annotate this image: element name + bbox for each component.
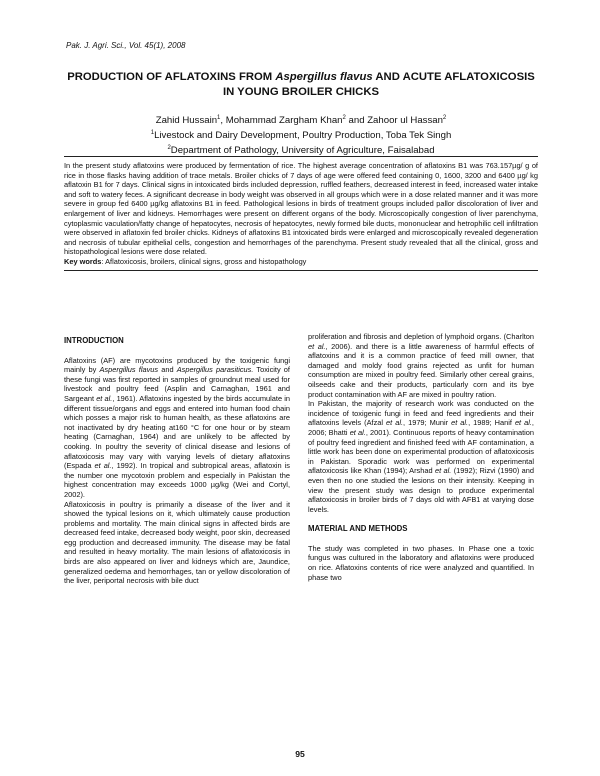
intro-etal-1: et al. xyxy=(96,393,113,403)
intro-p1-e: , 1992). In tropical and subtropical areas, aflatoxin is the number one mycotoxin problem and especially in Pakistan the highest concentration may exceeds 1000 µg/kg (Wei and Cortyl, 2002). xyxy=(64,461,290,499)
right-p2-a: In Pakistan, the majority of research work was conducted on the incidence of toxigenic fungi in feed and feed ingredients and their aflatoxins levels (Afzal xyxy=(308,399,534,428)
title-part-2: AND ACUTE AFLATOXICOSIS IN YOUNG BROILER CHICKS xyxy=(222,71,535,98)
right-p1-a: proliferation and fibrosis and depletion of lymphoid organs. (Charlton xyxy=(308,332,534,341)
keywords xyxy=(64,257,538,267)
intro-species-2: Aspergillus parasiticus. xyxy=(176,365,254,375)
right-p2-c: , 1989; Hanif xyxy=(468,418,515,428)
right-etal-4: et al. xyxy=(349,427,366,437)
affiliation-1-text: Livestock and Dairy Development, Poultry Production, Toba Tek Singh xyxy=(154,130,452,142)
intro-etal-2: et al. xyxy=(94,461,112,471)
right-p2-f: (1992); Rizvi (1990) and even then no one studied the lesions on their intensity. Keeping in view the present study was design to produce experimental aflatoxicosis in broiler birds of 7 days old with AFB1 at varying dose levels. xyxy=(308,466,534,514)
author-3: and Zahoor ul Hassan xyxy=(345,115,443,127)
author-1-sup: 1 xyxy=(217,115,221,121)
right-p1-b: , 2006). and there is a little awareness of harmful effects of aflatoxins and it is a common practice of feed mill owner, that damaged and moldy food grains rejected as unfit for human consumption are mixed in poultry feed. Similarly other cereal grains, oilseeds cake and their products, particularly corn and its bye product contamination with AF are mixed in poultry ration. xyxy=(308,341,534,399)
right-p2-b: , 1979; Munir xyxy=(403,418,452,428)
abstract-box xyxy=(64,156,538,271)
right-p2-e: , 2001). Continuous reports of heavy contamination of poultry feed ingredient and finished feed with AF contamination, a little work has been done on experimental production of aflatoxicosis in Pakistan. Sporadic work was performed on experimental aflatoxicosis like Khan (1994); Arshad xyxy=(308,427,534,476)
author-3-sup: 2 xyxy=(442,115,447,121)
right-etal-1: et al. xyxy=(386,418,404,428)
author-block xyxy=(66,112,536,158)
right-etal-3: et al. xyxy=(514,418,532,428)
intro-p1-c: Toxicity of these fungi was first reported in samples of groundnut meal used for livestock and poultry feed (Asplin and Carnaghan, 1961 and Sargeant xyxy=(64,365,290,403)
intro-paragraph-2: Aflatoxicosis in poultry is primarily a disease of the liver and it showed the typical lesions on it, which ultimately cause production problems and mortality. The main clinical signs in affected birds are decreased feed intake, decreased body weight, poor skin, decreased egg production and decreased immunity. The disease may be fatal and resulted in heavy mortality. The main lesions of aflatoxicosis in birds are also appeared on liver and kidneys which are, Jaundice, generalized oedema and hemorrhages, tan or yellow discoloration of the liver, periportal necrosis with bile duct xyxy=(64,499,290,586)
abstract-text: In the present study aflatoxins were produced by fermentation of rice. The highest average concentration of aflatoxins B1 was 763.157µg/ g of rice in those flasks having addition of trace metals. Broiler chicks of 7 days of age were offered feed containing 0, 1600, 3200 and 6400 µg/ kg aflatoxin B1 for 7 days. Clinical signs in intoxicated birds included depression, ruffled feathers, decreased interest in feed, increased water intake and soft to watery feces. A significant decrease in body weight was observed in all groups which were in a dose related manner and it was more severe in group fed 6400 µg/kg aflatoxins B1 in feed. Pathological lesions in birds of treatment groups included pallor discoloration of liver and enlargement of liver and kidneys. Hemorrhages were present on different organs of the body. Microscopically congestion of liver parenchyma, cytoplasmic vaculation/fatty change of hepatocytes, necrosis of hepatocytes, newly formed bile ducts, mononuclear and hetrophilic cell infiltration were observed in aflatoxin fed broiler chicks. Kidneys of aflatoxins B1 intoxicated birds were enlarged and microscopically revealed degeneration and necrosis of tubular epithelial cells, congestion and hemorrhages of the parenchyma. Present study revealed that all the clinical, gross and histopathological lesions were dose related. xyxy=(64,161,538,257)
paper-title xyxy=(66,70,536,100)
intro-paragraph-1 xyxy=(64,356,290,500)
right-etal-2: et al. xyxy=(451,418,469,428)
right-column xyxy=(308,332,534,582)
journal-citation: Pak. J. Agri. Sci., Vol. 45(1), 2008 xyxy=(66,41,186,50)
affiliation-1 xyxy=(66,127,536,142)
right-paragraph-1 xyxy=(308,332,534,399)
keywords-label: Key words xyxy=(64,256,102,266)
methods-heading: MATERIAL AND METHODS xyxy=(308,524,408,534)
intro-species-1: Aspergillus flavus xyxy=(99,365,159,375)
intro-p1-a: Aflatoxins (AF) are mycotoxins produced by the toxigenic fungi mainly by xyxy=(64,355,290,375)
introduction-heading: INTRODUCTION xyxy=(64,336,124,345)
author-2: , Mohammad Zargham Khan xyxy=(220,115,343,127)
title-species: Aspergillus flavus xyxy=(275,71,373,83)
title-part-1: PRODUCTION OF AFLATOXINS FROM xyxy=(67,71,276,83)
affiliation-2-text: Department of Pathology, University of Agriculture, Faisalabad xyxy=(170,145,435,157)
intro-p1-d: , 1961). Aflatoxins ingested by the birds accumulate in different tissue/organs and eggs and entered into human food chain which posses a major risk to human health, as these aflatoxins are not inactivated by dry heating at160 °C for one hour or by steam heating (Carnaghan, 1964) and are unlikely to be affected by cooking. In poultry the severity of clinical disease and lesions of aflatoxicosis may vary with varying levels of dietary aflatoxins (Espada xyxy=(64,393,290,471)
methods-paragraph-1: The study was completed in two phases. In Phase one a toxic fungus was cultured in the laboratory and aflatoxins were produced on rice. Aflatoxins contents of rice were analyzed and quantified. In phase two xyxy=(308,543,534,582)
right-etal: et al. xyxy=(308,341,326,351)
author-1: Zahid Hussain xyxy=(155,115,218,127)
page-number: 95 xyxy=(295,749,305,759)
keywords-list: : Aflatoxicosis, broilers, clinical signs, gross and histopathology xyxy=(101,256,307,266)
affiliation-2-sup: 2 xyxy=(167,145,171,152)
right-paragraph-2 xyxy=(308,399,534,514)
author-2-sup: 2 xyxy=(342,115,346,121)
right-p2-d: , 2006; Bhatti xyxy=(308,418,534,437)
affiliation-1-sup: 1 xyxy=(150,130,155,137)
left-column xyxy=(64,332,290,586)
right-etal-5: et al. xyxy=(434,466,452,476)
intro-p1-b: and xyxy=(158,365,177,375)
author-line xyxy=(66,112,536,127)
